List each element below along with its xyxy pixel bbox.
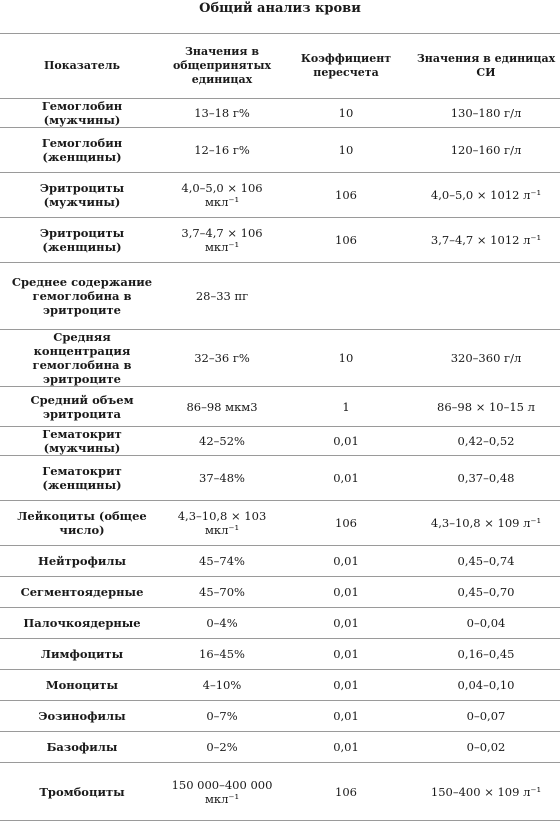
row-conversion-factor: 106 [280,763,412,821]
blood-analysis-table [0,33,560,821]
row-si-value: 3,7–4,7 × 1012 л⁻¹ [412,218,560,263]
row-parameter-name: Лейкоциты (общее число) [0,501,164,546]
row-parameter-name: Моноциты [0,670,164,701]
row-si-value: 0,45–0,74 [412,546,560,577]
table-row [0,701,560,732]
row-conversion-factor: 0,01 [280,427,412,456]
row-si-value: 0–0,04 [412,608,560,639]
row-conventional-value: 13–18 г% [164,99,280,128]
row-conversion-factor: 0,01 [280,670,412,701]
row-conventional-value: 42–52% [164,427,280,456]
row-conversion-factor: 106 [280,501,412,546]
table-row [0,456,560,501]
row-conversion-factor: 106 [280,218,412,263]
row-parameter-name: Нейтрофилы [0,546,164,577]
row-conversion-factor: 106 [280,173,412,218]
row-conversion-factor [280,263,412,330]
row-conventional-value: 3,7–4,7 × 106 мкл⁻¹ [164,218,280,263]
row-si-value: 86–98 × 10–15 л [412,387,560,427]
row-conventional-value: 37–48% [164,456,280,501]
table-row [0,128,560,173]
row-parameter-name: Гематокрит (мужчины) [0,427,164,456]
row-si-value: 0,45–0,70 [412,577,560,608]
row-si-value: 4,3–10,8 × 109 л⁻¹ [412,501,560,546]
row-si-value: 4,0–5,0 × 1012 л⁻¹ [412,173,560,218]
header-parameter: Показатель [0,34,164,99]
row-conventional-value: 4–10% [164,670,280,701]
row-conventional-value: 45–70% [164,577,280,608]
row-conventional-value: 4,0–5,0 × 106 мкл⁻¹ [164,173,280,218]
row-conventional-value: 32–36 г% [164,330,280,387]
row-parameter-name: Эритроциты (женщины) [0,218,164,263]
header-conventional-units: Значения в общепринятых единицах [164,34,280,99]
row-conversion-factor: 10 [280,330,412,387]
row-conventional-value: 28–33 пг [164,263,280,330]
table-row [0,546,560,577]
row-conversion-factor: 0,01 [280,456,412,501]
row-conventional-value: 0–2% [164,732,280,763]
row-parameter-name: Средний объем эритроцита [0,387,164,427]
row-parameter-name: Тромбоциты [0,763,164,821]
table-row [0,639,560,670]
row-si-value [412,263,560,330]
row-parameter-name: Палочкоядерные [0,608,164,639]
row-conventional-value: 16–45% [164,639,280,670]
table-row [0,387,560,427]
table-row [0,670,560,701]
row-si-value: 320–360 г/л [412,330,560,387]
header-si-units: Значения в единицах СИ [412,34,560,99]
row-conventional-value: 0–4% [164,608,280,639]
table-row [0,99,560,128]
row-parameter-name: Эозинофилы [0,701,164,732]
row-parameter-name: Среднее содержание гемоглобина в эритроците [0,263,164,330]
row-parameter-name: Сегментоядерные [0,577,164,608]
table-row [0,330,560,387]
table-row [0,263,560,330]
row-conversion-factor: 0,01 [280,546,412,577]
row-parameter-name: Лимфоциты [0,639,164,670]
row-si-value: 120–160 г/л [412,128,560,173]
row-conversion-factor: 1 [280,387,412,427]
row-si-value: 0,16–0,45 [412,639,560,670]
row-si-value: 0,42–0,52 [412,427,560,456]
table-row [0,427,560,456]
header-conversion-factor: Коэффициент пересчета [280,34,412,99]
row-si-value: 0,37–0,48 [412,456,560,501]
row-parameter-name: Гемоглобин (женщины) [0,128,164,173]
row-conversion-factor: 0,01 [280,577,412,608]
row-conversion-factor: 0,01 [280,639,412,670]
row-conversion-factor: 0,01 [280,608,412,639]
row-conventional-value: 12–16 г% [164,128,280,173]
row-parameter-name: Средняя концентрация гемоглобина в эритроците [0,330,164,387]
table-row [0,173,560,218]
row-conventional-value: 4,3–10,8 × 103 мкл⁻¹ [164,501,280,546]
row-conversion-factor: 0,01 [280,732,412,763]
table-row [0,763,560,821]
row-parameter-name: Эритроциты (мужчины) [0,173,164,218]
row-conventional-value: 45–74% [164,546,280,577]
row-conversion-factor: 0,01 [280,701,412,732]
row-parameter-name: Базофилы [0,732,164,763]
row-parameter-name: Гематокрит (женщины) [0,456,164,501]
table-row [0,577,560,608]
row-si-value: 0,04–0,10 [412,670,560,701]
table-row [0,608,560,639]
table-row [0,732,560,763]
row-conventional-value: 86–98 мкм3 [164,387,280,427]
row-si-value: 0–0,02 [412,732,560,763]
row-si-value: 130–180 г/л [412,99,560,128]
page-title: Общий анализ крови [199,1,361,16]
row-si-value: 150–400 × 109 л⁻¹ [412,763,560,821]
table-row [0,218,560,263]
row-conversion-factor: 10 [280,99,412,128]
row-si-value: 0–0,07 [412,701,560,732]
row-parameter-name: Гемоглобин (мужчины) [0,99,164,128]
row-conventional-value: 0–7% [164,701,280,732]
row-conversion-factor: 10 [280,128,412,173]
row-conventional-value: 150 000–400 000 мкл⁻¹ [164,763,280,821]
table-header-row [0,34,560,99]
table-row [0,501,560,546]
